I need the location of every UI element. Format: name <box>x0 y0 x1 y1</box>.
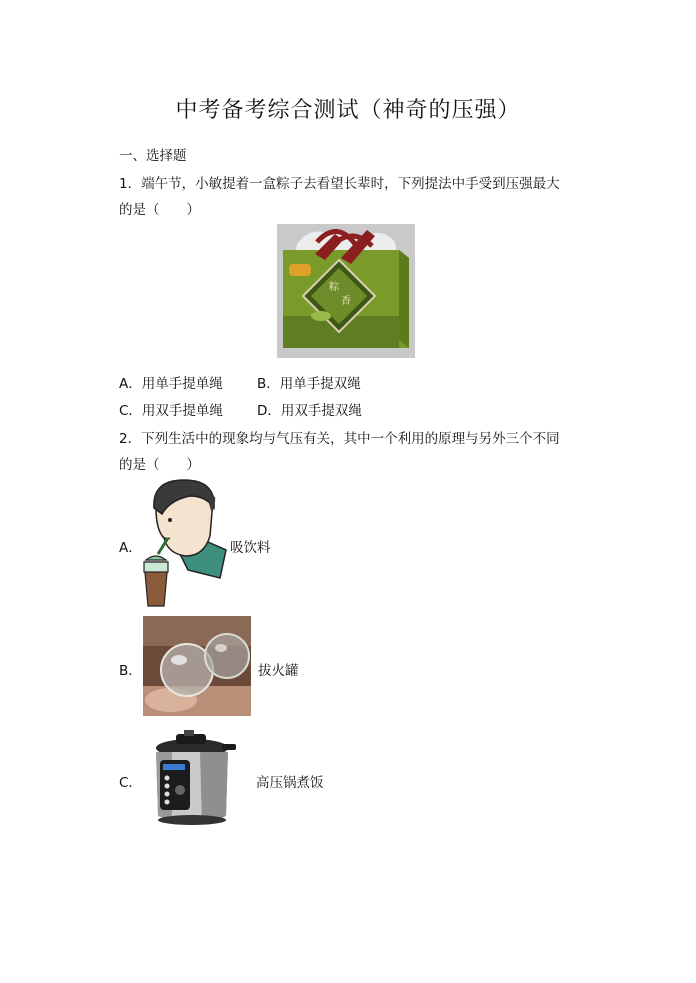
section-heading: 一、选择题 <box>119 148 187 164</box>
drinking-straw-image <box>138 478 230 608</box>
page-title: 中考备考综合测试（神奇的压强） <box>175 98 521 123</box>
q2-option-a-letter: A． <box>119 540 142 556</box>
q2-stem-line2: 的是（ ） <box>119 457 200 473</box>
svg-text:粽: 粽 <box>329 282 339 293</box>
q2-option-b-letter: B． <box>119 663 142 679</box>
q1-option-d: D．用双手提双绳 <box>257 403 362 419</box>
svg-text:香: 香 <box>341 296 351 307</box>
q2-stem-line1: 2．下列生活中的现象均与气压有关，其中一个利用的原理与另外三个不同 <box>119 431 560 447</box>
q1-stem-line1: 1．端午节，小敏提着一盒粽子去看望长辈时，下列提法中手受到压强最大 <box>119 176 560 192</box>
q2-option-a-text: 吸饮料 <box>230 540 271 556</box>
q2-option-c-text: 高压锅煮饭 <box>256 775 324 791</box>
q1-stem-line2: 的是（ ） <box>119 202 200 218</box>
q1-option-b: B．用单手提双绳 <box>257 376 361 392</box>
cupping-jar-image <box>143 616 251 716</box>
pressure-cooker-image <box>148 730 240 830</box>
q2-option-c-letter: C． <box>119 775 142 791</box>
zongzi-gift-box-image <box>277 224 415 358</box>
q1-option-c: C．用双手提单绳 <box>119 403 223 419</box>
q1-option-a: A．用单手提单绳 <box>119 376 223 392</box>
q2-option-b-text: 拔火罐 <box>258 663 299 679</box>
